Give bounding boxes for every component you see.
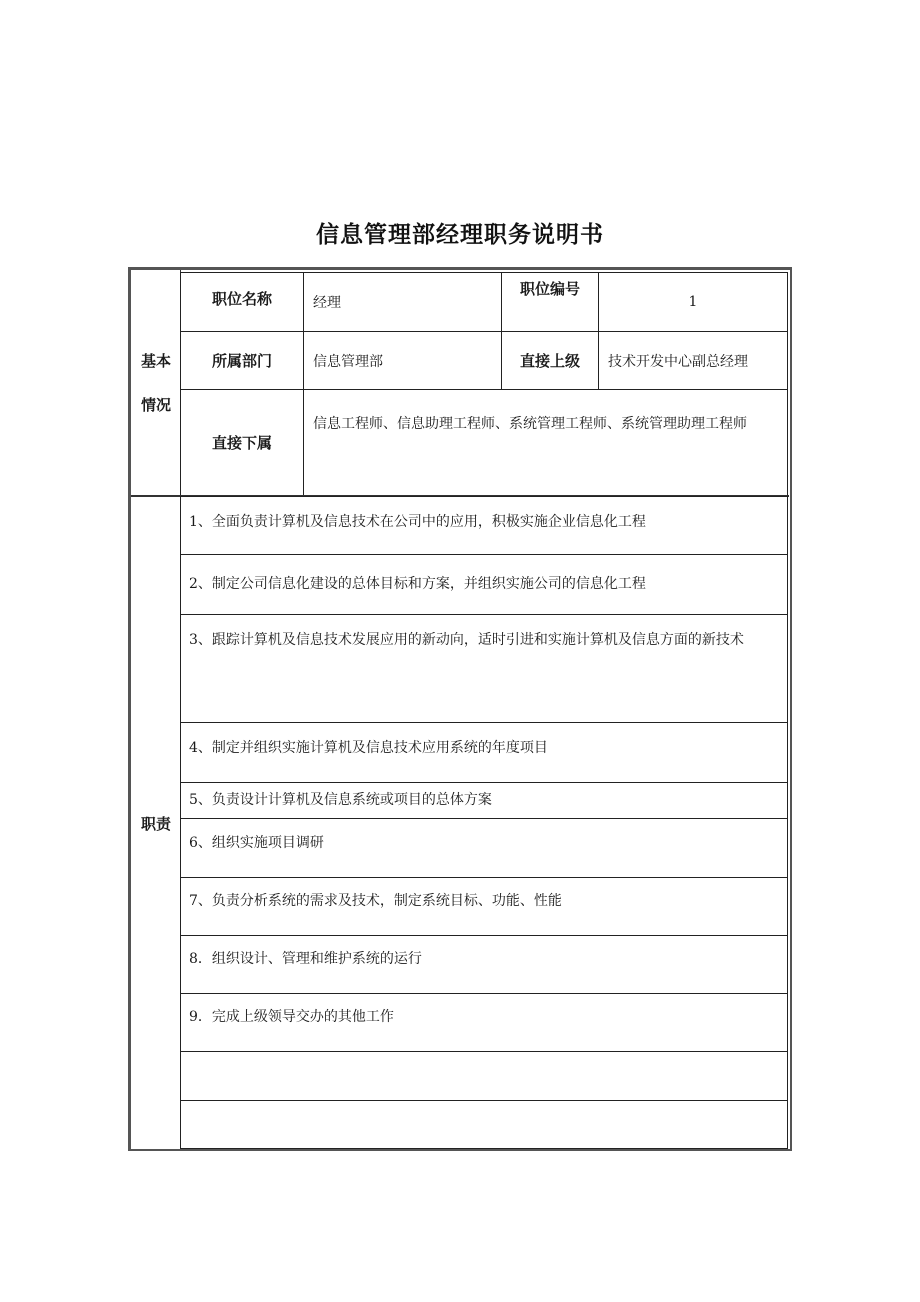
position-name-value: 经理 [303, 272, 502, 332]
duties-section-label: 职责 [140, 814, 171, 833]
duty-item-10 [180, 1051, 788, 1101]
direct-subordinates-value: 信息工程师、信息助理工程师、系统管理工程师、系统管理助理工程师 [303, 389, 788, 496]
position-code-label: 职位编号 [501, 272, 599, 332]
direct-subordinates-label: 直接下属 [180, 389, 304, 496]
duty-item-5: 5、负责设计计算机及信息系统或项目的总体方案 [180, 782, 788, 819]
direct-superior-value: 技术开发中心副总经理 [598, 331, 788, 390]
duty-item-9: 9．完成上级领导交办的其他工作 [180, 993, 788, 1052]
document-title: 信息管理部经理职务说明书 [316, 222, 604, 248]
department-value: 信息管理部 [303, 331, 502, 390]
position-name-label: 职位名称 [180, 272, 304, 332]
duty-item-8: 8．组织设计、管理和维护系统的运行 [180, 935, 788, 994]
department-label: 所属部门 [180, 331, 304, 390]
basic-info-label-line2: 情况 [140, 396, 171, 414]
position-code-value: 1 [598, 272, 788, 332]
duty-item-11 [180, 1100, 788, 1149]
duty-item-1: 1、全面负责计算机及信息技术在公司中的应用，积极实施企业信息化工程 [180, 496, 788, 555]
basic-info-section-label [131, 270, 181, 496]
duty-item-3: 3、跟踪计算机及信息技术发展应用的新动向，适时引进和实施计算机及信息方面的新技术 [180, 614, 788, 723]
duty-item-4: 4、制定并组织实施计算机及信息技术应用系统的年度项目 [180, 722, 788, 783]
duty-item-7: 7、负责分析系统的需求及技术，制定系统目标、功能、性能 [180, 877, 788, 936]
basic-info-label-line1: 基本 [140, 352, 171, 370]
duty-item-6: 6、组织实施项目调研 [180, 818, 788, 878]
direct-superior-label: 直接上级 [501, 331, 599, 390]
duty-item-2: 2、制定公司信息化建设的总体目标和方案，并组织实施公司的信息化工程 [180, 554, 788, 615]
